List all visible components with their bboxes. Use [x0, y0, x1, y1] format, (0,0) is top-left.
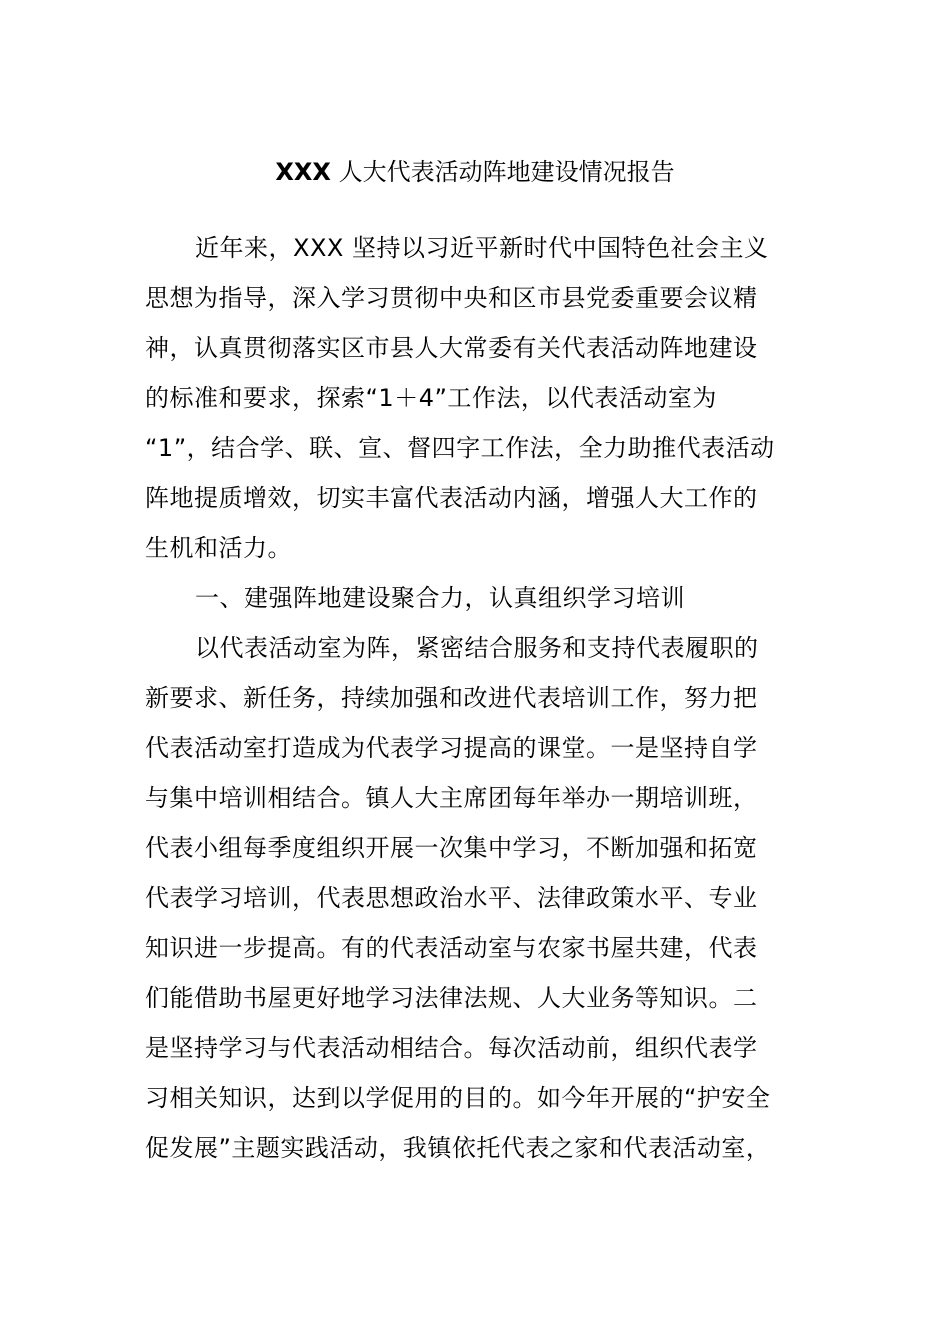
title-prefix: XXX	[275, 158, 331, 186]
paragraph-line: 与集中培训相结合。镇人大主席团每年举办一期培训班，	[145, 784, 758, 812]
paragraph-line: “1”，结合学、联、宣、督四字工作法，全力助推代表活动	[145, 434, 775, 462]
paragraph-line: 以代表活动室为阵，紧密结合服务和支持代表履职的	[195, 634, 759, 662]
paragraph-line: 思想为指导，深入学习贯彻中央和区市县党委重要会议精	[145, 284, 758, 312]
paragraph-line: 神，认真贯彻落实区市县人大常委有关代表活动阵地建设	[145, 334, 758, 362]
paragraph-line: 代表活动室打造成为代表学习提高的课堂。一是坚持自学	[145, 734, 758, 762]
paragraph-line: 的标准和要求，探索“1＋4”工作法，以代表活动室为	[145, 384, 717, 412]
paragraph-line: 生机和活力。	[145, 534, 292, 562]
document-title	[0, 152, 950, 192]
paragraph-line: 习相关知识，达到以学促用的目的。如今年开展的“护安全	[145, 1084, 771, 1112]
paragraph-line: 近年来，XXX 坚持以习近平新时代中国特色社会主义	[195, 234, 769, 262]
title-text: 人大代表活动阵地建设情况报告	[330, 158, 675, 186]
paragraph-line: 是坚持学习与代表活动相结合。每次活动前，组织代表学	[145, 1034, 758, 1062]
paragraph-line: 阵地提质增效，切实丰富代表活动内涵，增强人大工作的	[145, 484, 758, 512]
section-heading: 一、建强阵地建设聚合力，认真组织学习培训	[195, 584, 685, 612]
paragraph-line: 促发展”主题实践活动，我镇依托代表之家和代表活动室，	[145, 1134, 771, 1162]
paragraph-line: 知识进一步提高。有的代表活动室与农家书屋共建，代表	[145, 934, 758, 962]
paragraph-line: 新要求、新任务，持续加强和改进代表培训工作，努力把	[145, 684, 758, 712]
paragraph-line: 们能借助书屋更好地学习法律法规、人大业务等知识。二	[145, 984, 758, 1012]
paragraph-line: 代表学习培训，代表思想政治水平、法律政策水平、专业	[145, 884, 758, 912]
paragraph-line: 代表小组每季度组织开展一次集中学习，不断加强和拓宽	[145, 834, 758, 862]
